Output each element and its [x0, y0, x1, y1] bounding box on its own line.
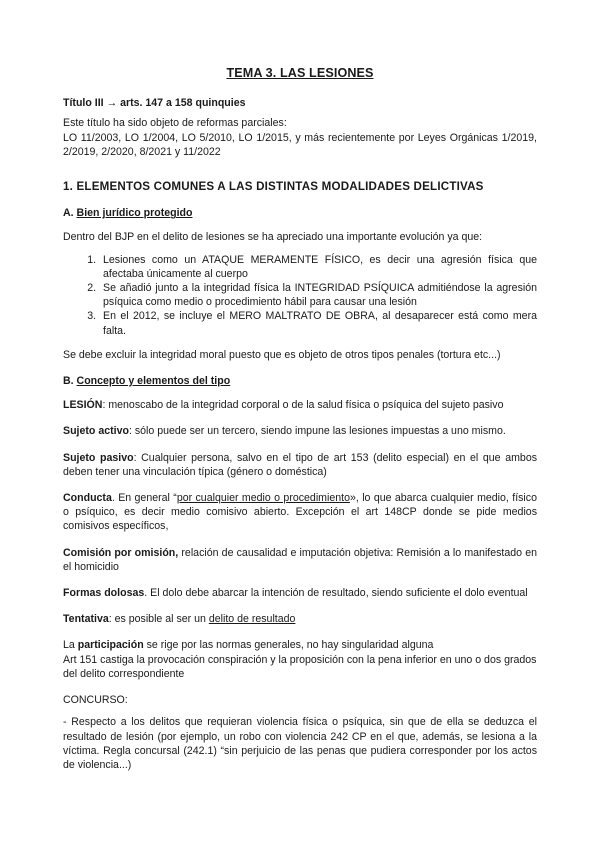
section-a-lead: Dentro del BJP en el delito de lesiones se ha apreciado una importante evolución ya que:: [63, 231, 483, 244]
sujeto-activo: [63, 424, 537, 438]
conducta-pre: . En general “: [111, 492, 177, 505]
intro-line-2: LO 11/2003, LO 1/2004, LO 5/2010, LO 1/2015, y más recientemente por Leyes Orgánicas 1/2019, 2/2019, 2/2020, 8/2021 y 11/2022: [63, 131, 537, 158]
concurso-label: CONCURSO:: [63, 694, 128, 707]
section-a-title: Bien jurídico protegido: [76, 207, 193, 220]
art-151: Art 151 castiga la provocación conspiración y la proposición con la pena inferior en uno o dos grados del delito correspondiente: [63, 653, 537, 680]
list-item: 3. En el 2012, se incluye el MERO MALTRATO DE OBRA, al desaparecer está como mera falta.: [99, 309, 537, 337]
participacion: [63, 638, 537, 652]
conducta-label: Conducta: [63, 492, 112, 505]
tentativa-underlined: delito de resultado: [208, 613, 296, 626]
sujeto-pasivo-label: Sujeto pasivo: [63, 451, 134, 464]
section-b-title: Concepto y elementos del tipo: [76, 375, 231, 388]
participacion-text: se rige por las normas generales, no hay singularidad alguna: [143, 639, 434, 652]
comision-omision-label: Comisión por omisión,: [63, 546, 179, 559]
section-a-heading: [63, 206, 537, 220]
conducta: [63, 491, 537, 534]
sujeto-pasivo-text: : Cualquier persona, salvo en el tipo de art 153 (delito especial) en el que ambos deben tener una vinculación típica (género o doméstica): [63, 451, 538, 478]
formas-dolosas-text: . El dolo debe abarcar la intención de resultado, siendo suficiente el dolo eventual: [144, 587, 528, 600]
sujeto-activo-text: : sólo puede ser un tercero, siendo impune las lesiones impuestas a uno mismo.: [128, 425, 506, 438]
list-item: 2. Se añadió junto a la integridad física la INTEGRIDAD PSÍQUICA admitiéndose la agresión psíquica como medio o procedimiento hábil para causar una lesión: [99, 281, 537, 309]
tentativa: [63, 612, 537, 626]
conducta-post: », lo que abarca cualquier medio, físico o psíquico, es decir medio comisivo abierto. Excepción el art 148CP donde se pide medios comisivos específicos,: [63, 492, 537, 533]
section-1-heading: 1. ELEMENTOS COMUNES A LAS DISTINTAS MODALIDADES DELICTIVAS: [63, 180, 484, 194]
section-b-heading: [63, 374, 537, 388]
tentativa-label: Tentativa: [63, 613, 109, 626]
section-a-closing: Se debe excluir la integridad moral puesto que es objeto de otros tipos penales (tortura etc...): [63, 348, 501, 361]
intro-line-1: Este título ha sido objeto de reformas parciales:: [63, 117, 287, 130]
comision-omision: [63, 546, 537, 574]
concurso-text: - Respecto a los delitos que requieran violencia física o psíquica, sin que de ella se deduzca el resultado de lesión (por ejemplo, un robo con violencia 242 CP en el que, además, se lesiona a la víctima. Regla concursal (242.1) “sin perjuicio de las penas que pudiera corresponder por los actos de violencia...): [63, 716, 537, 771]
participacion-label: participación: [77, 639, 144, 652]
intro-block: [63, 116, 537, 159]
tentativa-pre: : es posible al ser un: [108, 613, 209, 626]
sujeto-pasivo: [63, 451, 537, 479]
section-a-letter: A.: [63, 207, 77, 220]
lesion-text: : menoscabo de la integridad corporal o de la salud física o psíquica del sujeto pasivo: [102, 399, 504, 412]
participacion-pre: La: [63, 639, 78, 652]
formas-dolosas-label: Formas dolosas: [63, 587, 145, 600]
lesion-definition: [63, 398, 537, 412]
document-title: TEMA 3. LAS LESIONES: [226, 66, 374, 80]
formas-dolosas: [63, 586, 537, 600]
evolution-list: [63, 253, 537, 338]
lesion-label: LESIÓN: [63, 399, 103, 412]
sujeto-activo-label: Sujeto activo: [63, 425, 129, 438]
list-item: 1. Lesiones como un ATAQUE MERAMENTE FÍSICO, es decir una agresión física que afectaba únicamente al cuerpo: [99, 253, 537, 281]
section-b-letter: B.: [63, 375, 77, 388]
comision-omision-text: relación de causalidad e imputación objetiva: Remisión a lo manifestado en el homicidio: [63, 546, 537, 573]
conducta-underlined: por cualquier medio o procedimiento: [176, 492, 350, 505]
titulo-reference: Título III → arts. 147 a 158 quinquies: [63, 97, 246, 110]
